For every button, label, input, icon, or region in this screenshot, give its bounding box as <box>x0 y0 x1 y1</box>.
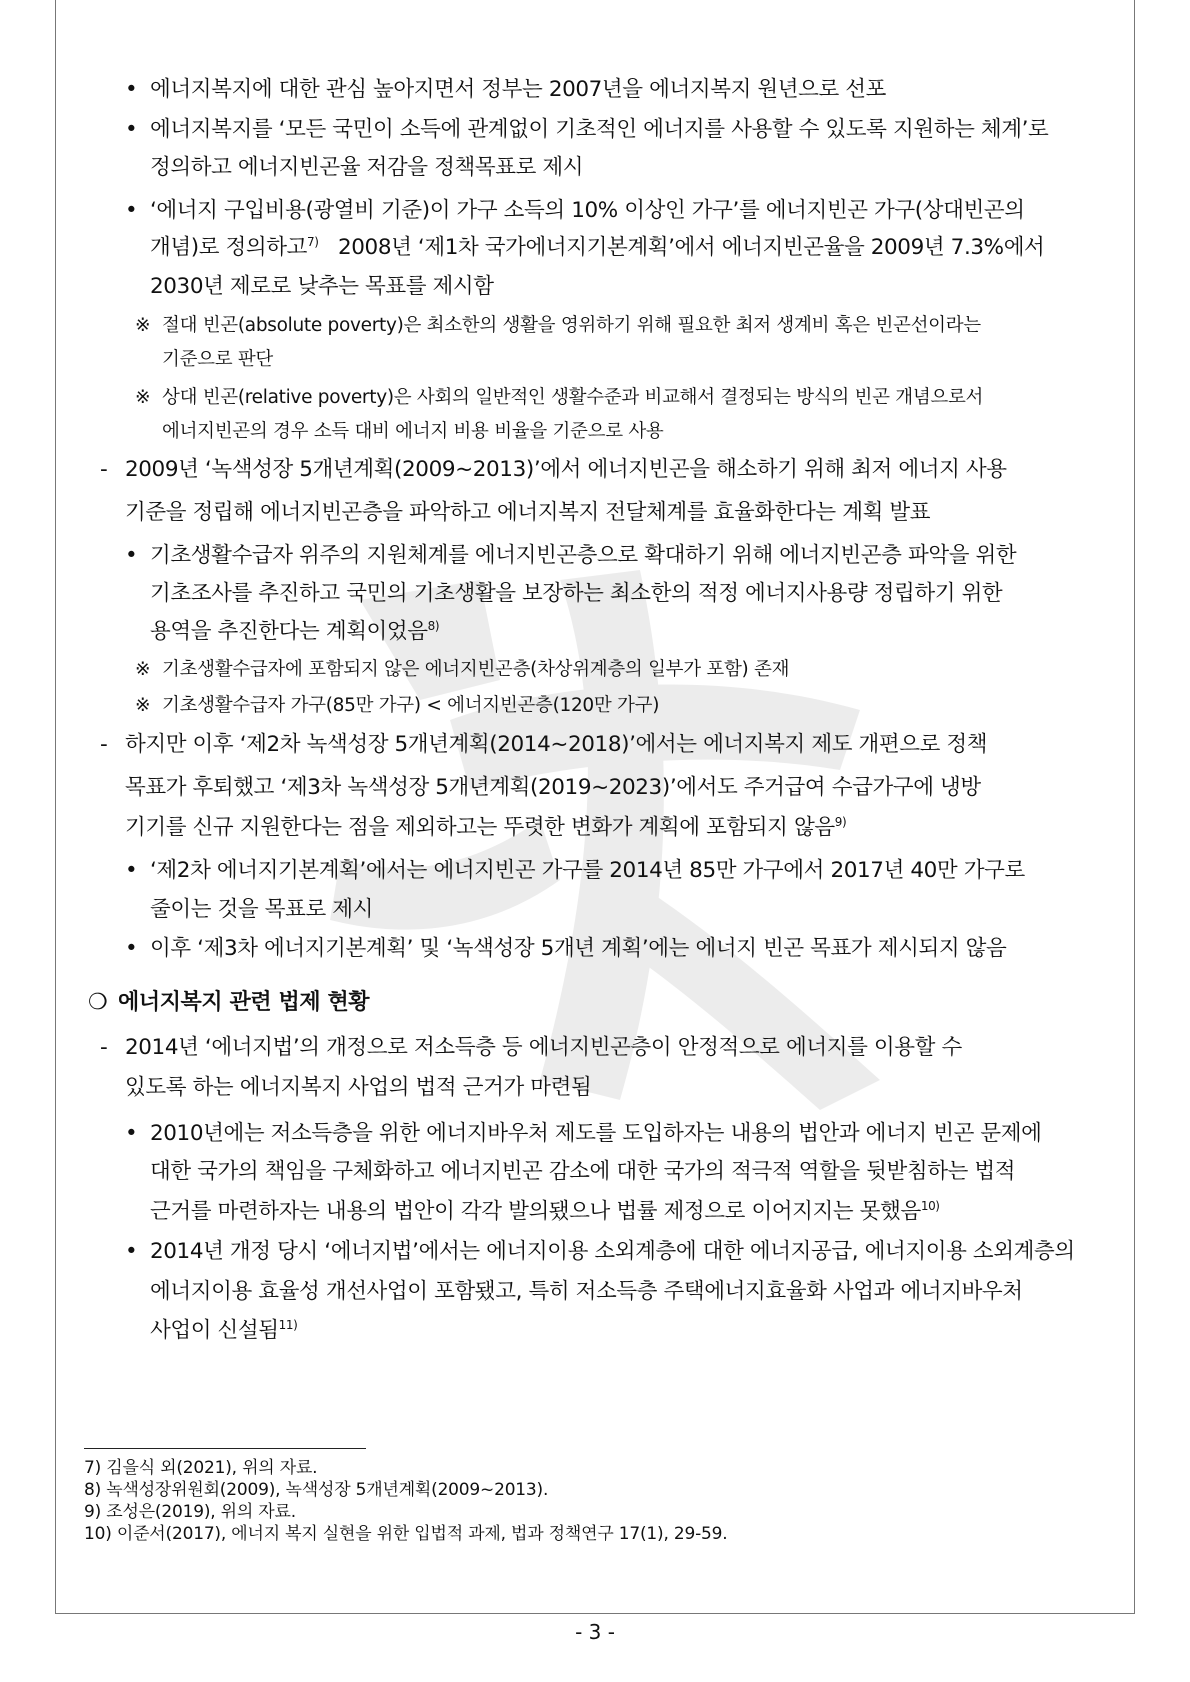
bullet-text-line: 사업이 신설됨$^{11)}$ <box>150 1318 298 1343</box>
bullet-text-line: 이후 ‘제3차 에너지기본계획’ 및 ‘녹색성장 5개년 계획’에는 에너지 빈곤 목표가 제시되지 않음 <box>150 936 1007 961</box>
bullet-marker-icon: • <box>125 936 138 961</box>
bullet-text-line: 대한 국가의 책임을 구체화하고 에너지빈곤 감소에 대한 국가의 적극적 역할을 뒷받침하는 법적 <box>150 1159 1016 1184</box>
footnote-divider <box>84 1448 366 1449</box>
bullet-text-line: 2030년 제로로 낮추는 목표를 제시함 <box>150 274 494 299</box>
footnote-ref[interactable]: 8) <box>427 619 440 633</box>
footnote-item: 9) 조성은(2019), 위의 자료. <box>84 1502 296 1522</box>
dash-marker-icon: - <box>100 457 108 482</box>
bullet-text-line: 에너지복지를 ‘모든 국민이 소득에 관계없이 기초적인 에너지를 사용할 수 있도록 지원하는 체계’로 <box>150 117 1049 142</box>
bullet-text-line: 에너지복지에 대한 관심 높아지면서 정부는 2007년을 에너지복지 원년으로 선포 <box>150 77 887 102</box>
bullet-marker-icon: • <box>125 858 138 883</box>
bullet-marker-icon: • <box>125 198 138 223</box>
note-marker-icon: ※ <box>135 659 151 680</box>
note-text-line: 기초생활수급자 가구(85만 가구) < 에너지빈곤층(120만 가구) <box>162 695 660 716</box>
bullet-text-line: 에너지이용 효율성 개선사업이 포함됐고, 특히 저소득층 주택에너지효율화 사업과 에너지바우처 <box>150 1279 1023 1304</box>
dash-text-line: 하지만 이후 ‘제2차 녹색성장 5개년계획(2014~2018)’에서는 에너지복지 제도 개편으로 정책 <box>125 732 988 757</box>
note-marker-icon: ※ <box>135 695 151 716</box>
note-marker-icon: ※ <box>135 387 151 408</box>
bullet-text-line: 줄이는 것을 목표로 제시 <box>150 897 373 922</box>
footnote-ref[interactable]: 11) <box>278 1318 298 1332</box>
dash-text-line: 2009년 ‘녹색성장 5개년계획(2009~2013)’에서 에너지빈곤을 해소하기 위해 최저 에너지 사용 <box>125 457 1007 482</box>
note-text-line: 에너지빈곤의 경우 소득 대비 에너지 비용 비율을 기준으로 사용 <box>162 421 664 442</box>
note-text-line: 절대 빈곤(absolute poverty)은 최소한의 생활을 영위하기 위해 필요한 최저 생계비 혹은 빈곤선이라는 <box>162 315 981 336</box>
dash-text-line: 기준을 정립해 에너지빈곤층을 파악하고 에너지복지 전달체계를 효율화한다는 계획 발표 <box>125 500 931 525</box>
dash-text-line: 2014년 ‘에너지법’의 개정으로 저소득층 등 에너지빈곤층이 안정적으로 에너지를 이용할 수 <box>125 1035 962 1060</box>
bullet-marker-icon: • <box>125 117 138 142</box>
footnote-ref[interactable]: 10) <box>920 1199 940 1213</box>
note-text-line: 기준으로 판단 <box>162 349 274 370</box>
dash-marker-icon: - <box>100 732 108 757</box>
note-text-line: 기초생활수급자에 포함되지 않은 에너지빈곤층(차상위계층의 일부가 포함) 존재 <box>162 659 790 680</box>
bullet-text-line: 2014년 개정 당시 ‘에너지법’에서는 에너지이용 소외계층에 대한 에너지공급, 에너지이용 소외계층의 <box>150 1239 1075 1264</box>
section-heading: 에너지복지 관련 법제 현황 <box>118 990 370 1015</box>
footnote-ref[interactable]: 9) <box>834 815 847 829</box>
bullet-text-line: 정의하고 에너지빈곤율 저감을 정책목표로 제시 <box>150 155 584 180</box>
bullet-marker-icon: • <box>125 1239 138 1264</box>
heading-marker-icon: ❍ <box>88 990 108 1015</box>
bullet-text-line: 2010년에는 저소득층을 위한 에너지바우처 제도를 도입하자는 내용의 법안과 에너지 빈곤 문제에 <box>150 1121 1042 1146</box>
dash-text-line: 목표가 후퇴했고 ‘제3차 녹색성장 5개년계획(2019~2023)’에서도 주거급여 수급가구에 냉방 <box>125 775 981 800</box>
bullet-text-line: 기초생활수급자 위주의 지원체계를 에너지빈곤층으로 확대하기 위해 에너지빈곤층 파악을 위한 <box>150 543 1017 568</box>
bullet-text-line: 2008년 ‘제1차 국가에너지기본계획’에서 에너지빈곤율을 2009년 7.3%에서 <box>338 235 1045 260</box>
bullet-text-line: ‘에너지 구입비용(광열비 기준)이 가구 소득의 10% 이상인 가구’를 에너지빈곤 가구(상대빈곤의 <box>150 198 1025 223</box>
dash-marker-icon: - <box>100 1035 108 1060</box>
bullet-marker-icon: • <box>125 1121 138 1146</box>
footnote-item: 7) 김을식 외(2021), 위의 자료. <box>84 1458 318 1478</box>
note-text-line: 상대 빈곤(relative poverty)은 사회의 일반적인 생활수준과 비교해서 결정되는 방식의 빈곤 개념으로서 <box>162 387 984 408</box>
bullet-marker-icon: • <box>125 77 138 102</box>
dash-text-line: 있도록 하는 에너지복지 사업의 법적 근거가 마련됨 <box>125 1075 592 1100</box>
bullet-text-line: 개념)로 정의하고$^{7)}$ <box>150 235 319 260</box>
dash-text-line: 기기를 신규 지원한다는 점을 제외하고는 뚜렷한 변화가 계획에 포함되지 않음$^{9)}$ <box>125 815 847 840</box>
footnote-item: 8) 녹색성장위원회(2009), 녹색성장 5개년계획(2009~2013). <box>84 1480 549 1500</box>
bullet-text-line: 기초조사를 추진하고 국민의 기초생활을 보장하는 최소한의 적정 에너지사용량 정립하기 위한 <box>150 581 1003 606</box>
bullet-text-line: 용역을 추진한다는 계획이었음$^{8)}$ <box>150 619 440 644</box>
bullet-text-line: 근거를 마련하자는 내용의 법안이 각각 발의됐으나 법률 제정으로 이어지지는 못했음$^{10)}$ <box>150 1199 940 1224</box>
bullet-text-line: ‘제2차 에너지기본계획’에서는 에너지빈곤 가구를 2014년 85만 가구에서 2017년 40만 가구로 <box>150 858 1025 883</box>
note-marker-icon: ※ <box>135 315 151 336</box>
footnote-ref[interactable]: 7) <box>307 235 319 249</box>
footnote-item: 10) 이준서(2017), 에너지 복지 실현을 위한 입법적 과제, 법과 정책연구 17(1), 29-59. <box>84 1524 728 1544</box>
bullet-marker-icon: • <box>125 543 138 568</box>
page-number: - 3 - <box>575 1620 615 1644</box>
